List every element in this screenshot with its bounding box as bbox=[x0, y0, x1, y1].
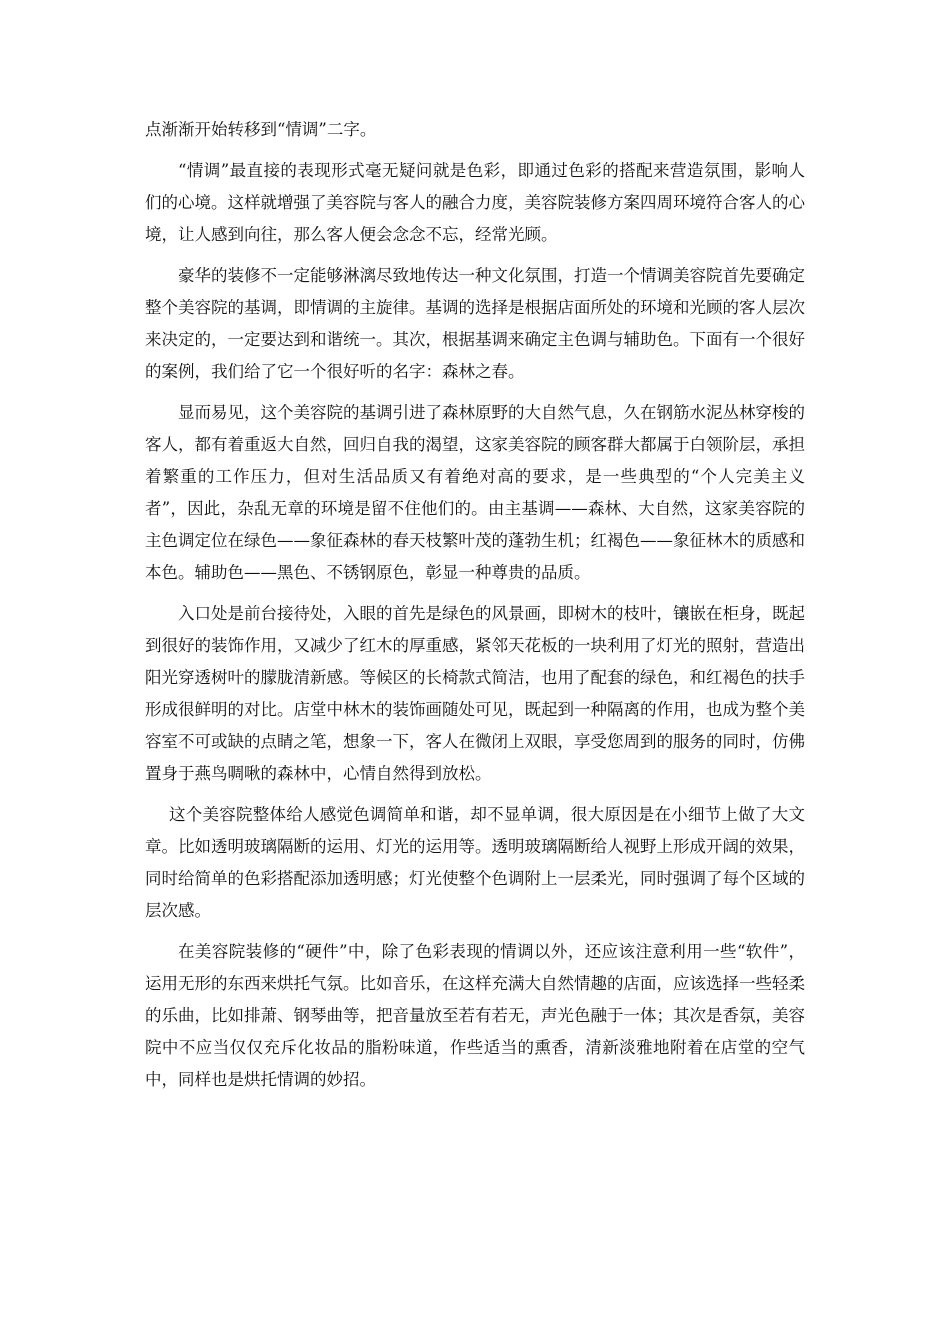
paragraph-3: 豪华的装修不一定能够淋漓尽致地传达一种文化氛围，打造一个情调美容院首先要确定整个美容院的基调，即情调的主旋律。基调的选择是根据店面所处的环境和光顾的客人层次来决定的，一定要达到和谐统一。其次，根据基调来确定主色调与辅助色。下面有一个很好的案例，我们给了它一个很好听的名字：森林之春。 bbox=[145, 266, 805, 381]
paragraph-1: 点渐渐开始转移到“情调”二字。 bbox=[145, 120, 377, 139]
paragraph-2: “情调”最直接的表现形式毫无疑问就是色彩，即通过色彩的搭配来营造氛围，影响人们的心境。这样就增强了美容院与客人的融合力度，美容院装修方案四周环境符合客人的心境，让人感到向往，那么客人便会念念不忘，经常光顾。 bbox=[145, 161, 805, 244]
paragraph-7: 在美容院装修的“硬件”中，除了色彩表现的情调以外，还应该注意利用一些“软件”，运用无形的东西来烘托气氛。比如音乐，在这样充满大自然情趣的店面，应该选择一些轻柔的乐曲，比如排萧、钢琴曲等，把音量放至若有若无，声光色融于一体；其次是香氛，美容院中不应当仅仅充斥化妆品的脂粉味道，作些适当的熏香，清新淡雅地附着在店堂的空气中，同样也是烘托情调的妙招。 bbox=[145, 942, 805, 1089]
paragraph-5: 入口处是前台接待处，入眼的首先是绿色的风景画，即树木的枝叶，镶嵌在柜身，既起到很好的装饰作用，又减少了红木的厚重感，紧邻天花板的一块利用了灯光的照射，营造出阳光穿透树叶的朦胧清新感。等候区的长椅款式简洁，也用了配套的绿色，和红褐色的扶手形成很鲜明的对比。店堂中林木的装饰画随处可见，既起到一种隔离的作用，也成为整个美容室不可或缺的点睛之笔，想象一下，客人在微闭上双眼，享受您周到的服务的同时，仿佛置身于燕鸟啁啾的森林中，心情自然得到放松。 bbox=[145, 604, 805, 783]
paragraph-4: 显而易见，这个美容院的基调引进了森林原野的大自然气息，久在钢筋水泥丛林穿梭的客人，都有着重返大自然，回归自我的渴望，这家美容院的顾客群大都属于白领阶层，承担着繁重的工作压力，但对生活品质又有着绝对高的要求，是一些典型的“个人完美主义者”，因此，杂乱无章的环境是留不住他们的。由主基调——森林、大自然，这家美容院的主色调定位在绿色——象征森林的春天枝繁叶茂的蓬勃生机；红褐色——象征林木的质感和本色。辅助色——黑色、不锈钢原色，彰显一种尊贵的品质。 bbox=[145, 403, 805, 582]
document-body bbox=[145, 114, 805, 1105]
paragraph-6: 这个美容院整体给人感觉色调简单和谐，却不显单调，很大原因是在小细节上做了大文章。比如透明玻璃隔断的运用、灯光的运用等。透明玻璃隔断给人视野上形成开阔的效果，同时给简单的色彩搭配添加透明感；灯光使整个色调附上一层柔光，同时强调了每个区域的层次感。 bbox=[145, 805, 805, 920]
